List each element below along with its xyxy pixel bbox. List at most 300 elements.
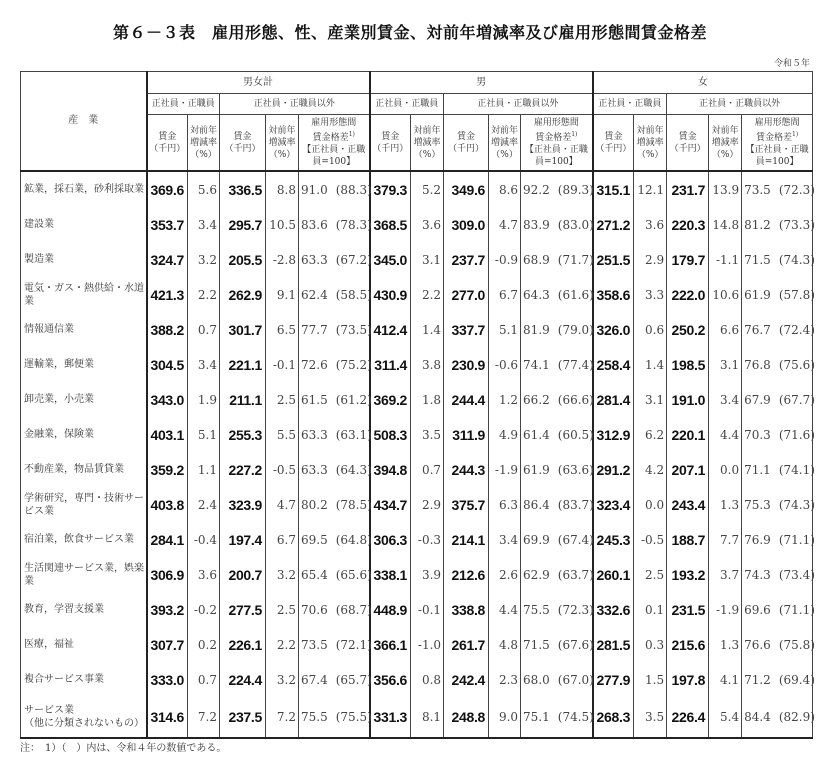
regular-wage-cell: 412.4 <box>370 312 411 347</box>
nonregular-wage-cell: 262.9 <box>220 277 266 312</box>
nonregular-wage-cell: 220.1 <box>667 417 709 452</box>
wage-gap-cell <box>521 662 593 697</box>
nonregular-wage-cell: 248.8 <box>444 697 489 738</box>
industry-label: 運輸業，郵便業 <box>24 359 94 370</box>
wage-gap-cell <box>521 592 593 627</box>
nonregular-rate-cell: 1.3 <box>709 627 742 662</box>
gap-current: 86.4 <box>523 497 550 512</box>
rate-column-header <box>489 115 521 172</box>
nonregular-wage-cell: 243.4 <box>667 487 709 522</box>
industry-name <box>21 277 147 312</box>
regular-wage-cell: 331.3 <box>370 697 411 738</box>
nonregular-wage-cell: 255.3 <box>220 417 266 452</box>
regular-rate-cell: 3.8 <box>411 347 444 382</box>
regular-wage-cell: 508.3 <box>370 417 411 452</box>
table-row <box>21 592 813 627</box>
gap-previous-year: (63.7) <box>557 567 594 582</box>
wage-gap-cell <box>521 277 593 312</box>
wage-column-header <box>667 115 709 172</box>
gap-current: 63.3 <box>301 462 328 477</box>
gap-current: 68.9 <box>523 252 550 267</box>
gap-label: 賃金格差 <box>312 133 349 143</box>
industry-label: 宿泊業，飲食サービス業 <box>24 534 134 545</box>
gap-current: 73.5 <box>301 637 328 652</box>
nonregular-wage-cell: 227.2 <box>220 452 266 487</box>
industry-name <box>21 697 147 738</box>
gap-current: 66.2 <box>523 392 550 407</box>
table-row <box>21 557 813 592</box>
wage-gap-cell <box>299 452 370 487</box>
industry-name <box>21 347 147 382</box>
gap-current: 81.9 <box>523 322 550 337</box>
regular-rate-cell: 0.7 <box>188 312 220 347</box>
nonregular-rate-cell: -1.1 <box>709 242 742 277</box>
regular-rate-cell: 0.3 <box>634 627 667 662</box>
nonregular-rate-cell: -1.9 <box>489 452 521 487</box>
gap-previous-year: (82.9) <box>778 710 815 724</box>
gap-previous-year: (79.0) <box>557 322 594 337</box>
industry-name <box>21 627 147 662</box>
gap-current: 91.0 <box>301 182 328 197</box>
gap-column-header <box>521 115 593 172</box>
regular-wage-cell: 333.0 <box>147 662 188 697</box>
nonregular-rate-cell: 4.8 <box>489 627 521 662</box>
regular-wage-cell: 359.2 <box>147 452 188 487</box>
regular-rate-cell: 3.2 <box>188 242 220 277</box>
nonregular-wage-cell: 231.5 <box>667 592 709 627</box>
gap-previous-year: (68.7) <box>335 602 372 617</box>
wage-gap-cell <box>521 312 593 347</box>
gap-current: 68.0 <box>523 672 550 687</box>
gap-previous-year: (61.2) <box>335 392 372 407</box>
gap-previous-year: (65.6) <box>335 567 372 582</box>
table-row <box>21 242 813 277</box>
rate-label: 増減率 <box>711 137 739 148</box>
industry-label: サービス業 <box>24 705 74 716</box>
nonregular-wage-cell: 205.5 <box>220 242 266 277</box>
nonregular-rate-cell: 8.6 <box>489 171 521 207</box>
regular-rate-cell: 3.6 <box>634 207 667 242</box>
gap-previous-year: (57.8) <box>778 287 815 302</box>
wage-gap-cell <box>521 697 593 738</box>
regular-wage-cell: 312.9 <box>593 417 634 452</box>
gap-current: 69.9 <box>523 532 550 547</box>
gap-base-label: 【正社員・正職員=100】 <box>302 145 366 167</box>
wage-gap-cell <box>299 242 370 277</box>
regular-rate-cell: 1.4 <box>411 312 444 347</box>
rate-label: 対前年 <box>189 125 217 136</box>
industry-label: 卸売業，小売業 <box>24 394 94 405</box>
rate-label: 増減率 <box>268 137 296 148</box>
industry-label: 製造業 <box>24 254 54 265</box>
nonregular-rate-cell: 8.8 <box>266 171 299 207</box>
regular-rate-cell: 8.1 <box>411 697 444 738</box>
wage-gap-cell <box>299 171 370 207</box>
wage-gap-cell <box>521 627 593 662</box>
table-row <box>21 207 813 242</box>
gap-previous-year: (72.3) <box>557 602 594 617</box>
wage-gap-cell <box>521 382 593 417</box>
sub-header-regular: 正社員・正職員 <box>147 94 220 115</box>
gap-previous-year: (71.7) <box>557 252 594 267</box>
wage-gap-cell <box>299 417 370 452</box>
gap-previous-year: (78.5) <box>335 497 372 512</box>
regular-wage-cell: 307.7 <box>147 627 188 662</box>
nonregular-rate-cell: 5.5 <box>266 417 299 452</box>
nonregular-rate-cell: -0.6 <box>489 347 521 382</box>
regular-rate-cell: 3.4 <box>188 207 220 242</box>
gap-column-header <box>742 115 813 172</box>
unit-label: （千円） <box>448 143 485 154</box>
unit-label: （%） <box>190 149 217 160</box>
regular-rate-cell: 3.4 <box>188 347 220 382</box>
industry-name <box>21 417 147 452</box>
wage-gap-cell <box>299 697 370 738</box>
gap-current: 62.4 <box>301 287 328 302</box>
gap-previous-year: (64.3) <box>335 462 372 477</box>
nonregular-wage-cell: 311.9 <box>444 417 489 452</box>
gap-current: 61.5 <box>301 392 328 407</box>
regular-wage-cell: 304.5 <box>147 347 188 382</box>
gap-current: 67.9 <box>744 392 771 407</box>
footnote-marker: 1) <box>348 131 355 138</box>
wage-label: 賃金 <box>158 131 177 142</box>
regular-rate-cell: 3.5 <box>634 697 667 738</box>
regular-wage-cell: 277.9 <box>593 662 634 697</box>
nonregular-rate-cell: 6.7 <box>266 522 299 557</box>
gap-previous-year: (58.5) <box>335 287 372 302</box>
gap-current: 73.5 <box>744 182 771 197</box>
nonregular-wage-cell: 226.4 <box>667 697 709 738</box>
regular-rate-cell: 0.1 <box>634 592 667 627</box>
nonregular-rate-cell: 2.5 <box>266 592 299 627</box>
gap-current: 64.3 <box>523 287 550 302</box>
gap-previous-year: (73.3) <box>778 217 815 232</box>
gap-previous-year: (71.1) <box>778 532 815 547</box>
wage-label: 賃金 <box>233 131 252 142</box>
wage-gap-cell <box>521 522 593 557</box>
gap-previous-year: (72.4) <box>778 322 815 337</box>
unit-label: （%） <box>636 149 664 160</box>
gap-previous-year: (67.0) <box>557 672 594 687</box>
nonregular-rate-cell: 10.6 <box>709 277 742 312</box>
regular-wage-cell: 434.7 <box>370 487 411 522</box>
nonregular-wage-cell: 179.7 <box>667 242 709 277</box>
footnote-marker: 1) <box>792 131 799 138</box>
regular-wage-cell: 388.2 <box>147 312 188 347</box>
nonregular-wage-cell: 222.0 <box>667 277 709 312</box>
gap-previous-year: (75.5) <box>335 710 372 724</box>
regular-wage-cell: 281.4 <box>593 382 634 417</box>
gap-previous-year: (67.6) <box>557 637 594 652</box>
gap-previous-year: (74.3) <box>778 497 815 512</box>
industry-label: 不動産業，物品賃貸業 <box>24 464 124 475</box>
regular-rate-cell: -0.4 <box>188 522 220 557</box>
nonregular-wage-cell: 231.7 <box>667 171 709 207</box>
regular-rate-cell: 0.0 <box>634 487 667 522</box>
rate-label: 対前年 <box>711 125 739 136</box>
nonregular-rate-cell: -0.5 <box>266 452 299 487</box>
regular-wage-cell: 379.3 <box>370 171 411 207</box>
gap-current: 74.3 <box>744 567 771 582</box>
gap-current: 70.6 <box>301 602 328 617</box>
regular-wage-cell: 343.0 <box>147 382 188 417</box>
nonregular-rate-cell: -2.8 <box>266 242 299 277</box>
regular-rate-cell: 2.2 <box>188 277 220 312</box>
industry-name <box>21 522 147 557</box>
gap-current: 71.5 <box>523 637 550 652</box>
nonregular-rate-cell: 4.4 <box>489 592 521 627</box>
rate-label: 対前年 <box>491 125 519 136</box>
regular-rate-cell: 7.2 <box>188 697 220 738</box>
industry-label: 生活関連サービス業，娯楽業 <box>24 562 144 587</box>
gap-label: 雇用形態間 <box>311 118 357 128</box>
industry-label: 教育，学習支援業 <box>24 604 104 615</box>
nonregular-wage-cell: 250.2 <box>667 312 709 347</box>
regular-wage-cell: 366.1 <box>370 627 411 662</box>
regular-wage-cell: 421.3 <box>147 277 188 312</box>
gap-current: 77.7 <box>301 322 328 337</box>
nonregular-rate-cell: 14.8 <box>709 207 742 242</box>
regular-wage-cell: 251.5 <box>593 242 634 277</box>
nonregular-rate-cell: 3.2 <box>266 557 299 592</box>
gap-current: 75.5 <box>523 602 550 617</box>
regular-wage-cell: 311.4 <box>370 347 411 382</box>
industry-label: 電気・ガス・熱供給・水道業 <box>24 282 144 307</box>
regular-rate-cell: 2.2 <box>411 277 444 312</box>
gap-previous-year: (73.4) <box>778 567 815 582</box>
wage-gap-cell <box>299 277 370 312</box>
regular-rate-cell: -1.0 <box>411 627 444 662</box>
regular-rate-cell: -0.2 <box>188 592 220 627</box>
gap-current: 71.2 <box>744 672 771 687</box>
wage-gap-cell <box>521 452 593 487</box>
wage-gap-cell <box>299 347 370 382</box>
nonregular-rate-cell: 3.7 <box>709 557 742 592</box>
gap-current: 76.9 <box>744 532 771 547</box>
wage-gap-cell <box>742 522 813 557</box>
gap-previous-year: (67.4) <box>557 532 594 547</box>
era-label: 令和５年 <box>773 59 810 69</box>
nonregular-rate-cell: 6.3 <box>489 487 521 522</box>
regular-rate-cell: 3.1 <box>411 242 444 277</box>
regular-wage-cell: 314.6 <box>147 697 188 738</box>
gap-previous-year: (83.7) <box>557 497 594 512</box>
industry-label: 金融業，保険業 <box>24 429 94 440</box>
regular-rate-cell: 3.1 <box>634 382 667 417</box>
nonregular-rate-cell: 3.4 <box>489 522 521 557</box>
regular-wage-cell: 315.1 <box>593 171 634 207</box>
wage-column-header <box>370 115 411 172</box>
industry-name <box>21 242 147 277</box>
regular-rate-cell: 3.6 <box>411 207 444 242</box>
nonregular-rate-cell: 2.5 <box>266 382 299 417</box>
wage-label: 賃金 <box>457 131 476 142</box>
nonregular-rate-cell: -0.9 <box>489 242 521 277</box>
wage-gap-cell <box>742 452 813 487</box>
wage-label: 賃金 <box>604 131 623 142</box>
sub-header-regular: 正社員・正職員 <box>370 94 444 115</box>
wage-column-header <box>220 115 266 172</box>
nonregular-rate-cell: 13.9 <box>709 171 742 207</box>
gap-base-label: 【正社員・正職員=100】 <box>745 145 809 167</box>
wage-gap-cell <box>742 697 813 738</box>
regular-rate-cell: 12.1 <box>634 171 667 207</box>
page-title: 第６－３表 雇用形態、性、産業別賃金、対前年増減率及び雇用形態間賃金格差 <box>112 23 707 42</box>
regular-wage-cell: 403.8 <box>147 487 188 522</box>
nonregular-wage-cell: 214.1 <box>444 522 489 557</box>
wage-gap-cell <box>742 417 813 452</box>
nonregular-wage-cell: 188.7 <box>667 522 709 557</box>
regular-wage-cell: 258.4 <box>593 347 634 382</box>
regular-wage-cell: 268.3 <box>593 697 634 738</box>
wage-gap-cell <box>521 487 593 522</box>
nonregular-rate-cell: 3.4 <box>709 382 742 417</box>
nonregular-rate-cell: 6.6 <box>709 312 742 347</box>
regular-rate-cell: 6.2 <box>634 417 667 452</box>
industry-name <box>21 452 147 487</box>
nonregular-wage-cell: 375.7 <box>444 487 489 522</box>
rate-label: 増減率 <box>413 137 441 148</box>
group-header-total: 男女計 <box>147 72 370 94</box>
industry-name <box>21 312 147 347</box>
nonregular-wage-cell: 211.1 <box>220 382 266 417</box>
table-row <box>21 347 813 382</box>
gap-previous-year: (60.5) <box>557 427 594 442</box>
regular-wage-cell: 291.2 <box>593 452 634 487</box>
gap-previous-year: (78.3) <box>335 217 372 232</box>
industry-label: 鉱業，採石業，砂利採取業 <box>24 184 144 195</box>
regular-wage-cell: 260.1 <box>593 557 634 592</box>
wage-gap-cell <box>521 171 593 207</box>
gap-previous-year: (83.0) <box>557 217 594 232</box>
nonregular-rate-cell: 2.2 <box>266 627 299 662</box>
rate-column-header <box>266 115 299 172</box>
unit-label: （%） <box>268 149 296 160</box>
nonregular-rate-cell: 4.9 <box>489 417 521 452</box>
industry-label: 複合サービス事業 <box>24 674 104 685</box>
regular-rate-cell: 1.8 <box>411 382 444 417</box>
wage-gap-cell <box>742 662 813 697</box>
gap-previous-year: (89.3) <box>557 182 594 197</box>
gap-previous-year: (67.2) <box>335 252 372 267</box>
nonregular-wage-cell: 323.9 <box>220 487 266 522</box>
gap-current: 61.9 <box>744 287 771 302</box>
gap-current: 81.2 <box>744 217 771 232</box>
industry-label: 医療，福祉 <box>24 639 74 650</box>
rate-label: 増減率 <box>491 137 519 148</box>
regular-wage-cell: 403.1 <box>147 417 188 452</box>
regular-wage-cell: 368.5 <box>370 207 411 242</box>
nonregular-wage-cell: 226.1 <box>220 627 266 662</box>
table-row <box>21 522 813 557</box>
wage-gap-cell <box>299 382 370 417</box>
table-row <box>21 662 813 697</box>
gap-previous-year: (64.8) <box>335 532 372 547</box>
gap-current: 83.6 <box>301 217 328 232</box>
gap-current: 61.9 <box>523 462 550 477</box>
gap-current: 65.4 <box>301 567 328 582</box>
wage-gap-cell <box>299 592 370 627</box>
gap-previous-year: (72.1) <box>335 637 372 652</box>
industry-name <box>21 557 147 592</box>
wage-gap-cell <box>742 487 813 522</box>
gap-previous-year: (74.5) <box>557 710 594 724</box>
nonregular-wage-cell: 309.0 <box>444 207 489 242</box>
rate-label: 対前年 <box>636 125 664 136</box>
table-row <box>21 487 813 522</box>
nonregular-rate-cell: 3.1 <box>709 347 742 382</box>
regular-rate-cell: 2.5 <box>634 557 667 592</box>
wage-gap-cell <box>742 242 813 277</box>
unit-label: （千円） <box>149 143 186 154</box>
wage-label: 賃金 <box>381 131 400 142</box>
nonregular-rate-cell: -1.9 <box>709 592 742 627</box>
wage-gap-cell <box>521 207 593 242</box>
nonregular-wage-cell: 244.3 <box>444 452 489 487</box>
regular-wage-cell: 324.7 <box>147 242 188 277</box>
footnote: 注： 1）（ ）内は、令和４年の数値である。 <box>20 743 227 754</box>
industry-label: 情報通信業 <box>24 324 74 335</box>
rate-label: 増減率 <box>189 137 217 148</box>
industry-label: 建設業 <box>24 219 54 230</box>
wage-table <box>20 71 813 739</box>
gap-current: 75.1 <box>523 710 550 724</box>
table-row <box>21 697 813 738</box>
rate-column-header <box>709 115 742 172</box>
regular-wage-cell: 284.1 <box>147 522 188 557</box>
nonregular-wage-cell: 200.7 <box>220 557 266 592</box>
gap-previous-year: (71.1) <box>778 602 815 617</box>
regular-rate-cell: 2.9 <box>634 242 667 277</box>
nonregular-wage-cell: 336.5 <box>220 171 266 207</box>
industry-name <box>21 207 147 242</box>
gap-current: 71.1 <box>744 462 771 477</box>
regular-rate-cell: 5.6 <box>188 171 220 207</box>
gap-previous-year: (67.7) <box>778 392 815 407</box>
gap-label: 雇用形態間 <box>754 118 800 128</box>
regular-rate-cell: 0.8 <box>411 662 444 697</box>
gap-previous-year: (74.3) <box>778 252 815 267</box>
nonregular-rate-cell: 5.1 <box>489 312 521 347</box>
regular-rate-cell: 0.2 <box>188 627 220 662</box>
gap-previous-year: (63.1) <box>335 427 372 442</box>
nonregular-wage-cell: 215.6 <box>667 627 709 662</box>
regular-rate-cell: 3.3 <box>634 277 667 312</box>
gap-previous-year: (72.3) <box>778 182 815 197</box>
regular-wage-cell: 356.6 <box>370 662 411 697</box>
gap-previous-year: (75.6) <box>778 357 815 372</box>
table-row <box>21 382 813 417</box>
nonregular-rate-cell: 4.7 <box>489 207 521 242</box>
nonregular-rate-cell: 6.7 <box>489 277 521 312</box>
wage-gap-cell <box>299 522 370 557</box>
regular-wage-cell: 345.0 <box>370 242 411 277</box>
gap-previous-year: (63.6) <box>557 462 594 477</box>
nonregular-rate-cell: 0.0 <box>709 452 742 487</box>
nonregular-rate-cell: -0.1 <box>266 347 299 382</box>
regular-wage-cell: 306.3 <box>370 522 411 557</box>
nonregular-wage-cell: 220.3 <box>667 207 709 242</box>
rate-column-header <box>634 115 667 172</box>
nonregular-wage-cell: 221.1 <box>220 347 266 382</box>
gap-current: 62.9 <box>523 567 550 582</box>
regular-rate-cell: 3.5 <box>411 417 444 452</box>
regular-rate-cell: 2.9 <box>411 487 444 522</box>
gap-column-header <box>299 115 370 172</box>
wage-gap-cell <box>742 207 813 242</box>
nonregular-wage-cell: 198.5 <box>667 347 709 382</box>
